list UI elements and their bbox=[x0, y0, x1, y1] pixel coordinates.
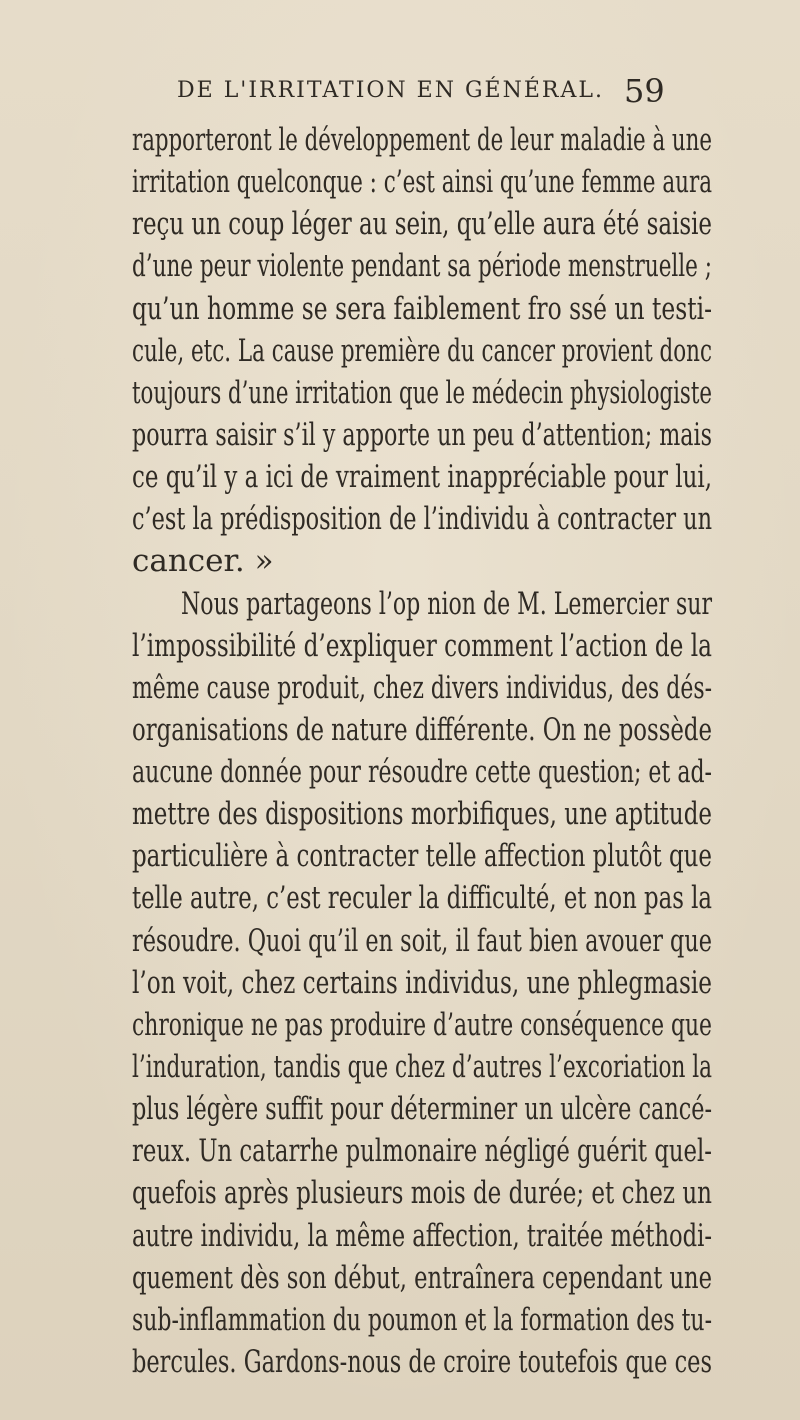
text-line-content: quefois après plusieurs mois de durée; et chez un bbox=[132, 1175, 712, 1211]
page-number: 59 bbox=[624, 72, 665, 110]
text-line-content: plus légère suffit pour déterminer un ulcère cancé- bbox=[132, 1091, 712, 1127]
text-line-content: autre individu, la même affection, traitée méthodi- bbox=[132, 1218, 712, 1254]
text-line-content: particulière à contracter telle affection plutôt que bbox=[132, 838, 712, 874]
text-line-content: reux. Un catarrhe pulmonaire négligé guérit quel- bbox=[132, 1133, 712, 1169]
text-line-content: Nous partageons l’op nion de M. Lemercier sur bbox=[181, 586, 712, 622]
running-title: DE L'IRRITATION EN GÉNÉRAL. bbox=[177, 78, 604, 103]
text-line-content: qu’un homme se sera faiblement fro ssé un testi- bbox=[132, 291, 712, 327]
text-line bbox=[0, 1342, 800, 1398]
text-line-content: irritation quelconque : c’est ainsi qu’une femme aura bbox=[132, 164, 712, 200]
text-line-content: même cause produit, chez divers individus, des dés- bbox=[132, 670, 712, 706]
text-line-content: l’impossibilité d’expliquer comment l’action de la bbox=[132, 628, 712, 664]
page-header bbox=[0, 74, 800, 114]
text-line-content: quement dès son début, entraînera cependant une bbox=[132, 1260, 712, 1296]
text-line-content: pourra saisir s’il y apporte un peu d’attention; mais bbox=[132, 417, 712, 453]
text-line-content: d’une peur violente pendant sa période menstruelle ; bbox=[132, 248, 712, 284]
text-line-content: rapporteront le développement de leur maladie à une bbox=[132, 122, 712, 158]
text-line-content: c’est la prédisposition de l’individu à contracter un bbox=[132, 501, 712, 537]
text-line-content: cule, etc. La cause première du cancer provient donc bbox=[132, 333, 712, 369]
text-line-content: cancer. » bbox=[132, 543, 274, 579]
text-line-content: ce qu’il y a ici de vraiment inappréciable pour lui, bbox=[132, 459, 712, 495]
text-line-content: telle autre, c’est reculer la difficulté, et non pas la bbox=[132, 880, 712, 916]
text-line-content: chronique ne pas produire d’autre conséquence que bbox=[132, 1007, 712, 1043]
text-line-content: toujours d’une irritation que le médecin physiologiste bbox=[132, 375, 712, 411]
text-line-content: sub-inflammation du poumon et la formation des tu- bbox=[132, 1302, 712, 1338]
text-line-content: l’induration, tandis que chez d’autres l’excoriation la bbox=[132, 1049, 712, 1085]
text-line-content: résoudre. Quoi qu’il en soit, il faut bien avouer que bbox=[132, 923, 712, 959]
text-line-content: organisations de nature différente. On ne possède bbox=[132, 712, 712, 748]
text-line-content: bercules. Gardons-nous de croire toutefois que ces bbox=[132, 1344, 712, 1380]
text-line-content: aucune donnée pour résoudre cette question; et ad- bbox=[132, 754, 712, 790]
text-line-content: l’on voit, chez certains individus, une phlegmasie bbox=[132, 965, 712, 1001]
text-line-content: reçu un coup léger au sein, qu’elle aura été saisie bbox=[132, 206, 712, 242]
text-line-content: mettre des dispositions morbifiques, une aptitude bbox=[132, 796, 712, 832]
